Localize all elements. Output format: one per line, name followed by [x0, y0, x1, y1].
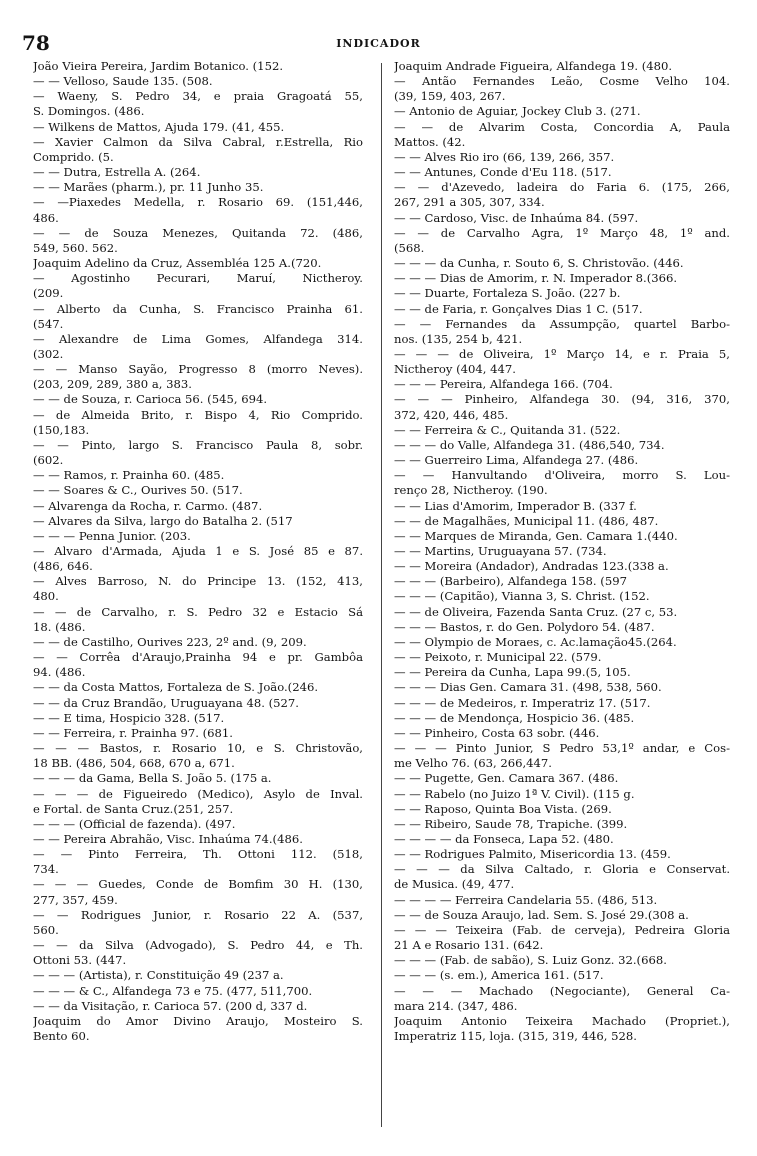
entry-line: (150,183.: [33, 422, 90, 437]
directory-entry: [394, 635, 730, 650]
entry-line: — — Marques de Miranda, Gen. Camara 1.(440.: [394, 528, 678, 543]
entry-line: 560.: [33, 922, 59, 937]
directory-entry: [33, 877, 363, 907]
entry-line: — Alvares da Silva, largo do Batalha 2. (517: [33, 513, 293, 528]
directory-entry: [33, 938, 363, 968]
directory-entry: [394, 832, 730, 847]
entry-line: — — Pinto Ferreira, Th. Ottoni 112. (518,: [33, 847, 363, 862]
directory-entry: [394, 468, 730, 498]
entry-line: — — de Faria, r. Gonçalves Dias 1 C. (517.: [394, 301, 643, 316]
entry-line: — — Raposo, Quinta Boa Vista. (269.: [394, 801, 612, 816]
directory-entry: [33, 59, 363, 74]
entry-line: — — da Silva (Advogado), S. Pedro 44, e Th.: [33, 938, 363, 953]
directory-entry: [33, 483, 363, 498]
directory-columns: [33, 59, 730, 1139]
directory-entry: [394, 787, 730, 802]
entry-line: 734.: [33, 862, 59, 877]
directory-entry: [33, 408, 363, 438]
entry-line: 372, 420, 446, 485.: [394, 407, 509, 422]
directory-entry: [394, 514, 730, 529]
directory-entry: [394, 771, 730, 786]
entry-line: 18 BB. (486, 504, 668, 670 a, 671.: [33, 756, 235, 771]
entry-line: (568.: [394, 240, 425, 255]
entry-line: — — — Penna Junior. (203.: [33, 528, 191, 543]
directory-entry: [33, 635, 363, 650]
entry-line: 94. (486.: [33, 665, 86, 680]
directory-entry: [33, 120, 363, 135]
directory-entry: [33, 256, 363, 271]
directory-entry: [33, 696, 363, 711]
entry-line: Joaquim Adelino da Cruz, Assembléa 125 A.(720.: [33, 256, 322, 271]
directory-entry: [394, 392, 730, 422]
entry-line: — — de Carvalho, r. S. Pedro 32 e Estacio Sá: [33, 604, 363, 619]
entry-line: 267, 291 a 305, 307, 334.: [394, 195, 545, 210]
entry-line: — — Corrêa d'Araujo,Prainha 94 e pr. Gambôa: [33, 650, 363, 665]
right-column: [394, 59, 730, 1139]
entry-line: — — Ferreira & C., Quitanda 31. (522.: [394, 422, 621, 437]
directory-entry: [33, 271, 363, 301]
entry-line: — — de Oliveira, Fazenda Santa Cruz. (27 c, 53.: [394, 604, 678, 619]
entry-line: — — Fernandes da Assumpção, quartel Barbo-: [394, 316, 730, 331]
directory-entry: [394, 59, 730, 74]
entry-line: — — d'Azevedo, ladeira do Faria 6. (175, 266,: [394, 180, 730, 195]
directory-entry: [33, 605, 363, 635]
directory-entry: [394, 696, 730, 711]
directory-entry: [394, 150, 730, 165]
entry-line: (209.: [33, 286, 64, 301]
entry-line: (602.: [33, 453, 64, 468]
entry-line: renço 28, Nictheroy. (190.: [394, 483, 548, 498]
directory-entry: [33, 135, 363, 165]
directory-entry: [33, 89, 363, 119]
entry-line: — — Cardoso, Visc. de Inhaúma 84. (597.: [394, 210, 639, 225]
directory-entry: [33, 832, 363, 847]
entry-line: — — de Alvarim Costa, Concordia A, Paula: [394, 119, 730, 134]
entry-line: — — Martins, Uruguayana 57. (734.: [394, 544, 607, 558]
directory-entry: [394, 438, 730, 453]
directory-entry: [33, 362, 363, 392]
directory-entry: [394, 120, 730, 150]
directory-entry: [394, 104, 730, 119]
entry-line: — — — de Oliveira, 1º Março 14, e r. Praia 5,: [394, 346, 730, 361]
entry-line: — Alexandre de Lima Gomes, Alfandega 314.: [33, 331, 363, 346]
entry-line: — — Dutra, Estrella A. (264.: [33, 165, 201, 180]
entry-line: — — Manso Sayão, Progresso 8 (morro Neves).: [33, 362, 363, 377]
directory-entry: [394, 180, 730, 210]
entry-line: — — — do Valle, Alfandega 31. (486,540, 734.: [394, 437, 665, 452]
directory-entry: [394, 347, 730, 377]
entry-line: — — da Costa Mattos, Fortaleza de S. João.(246.: [33, 680, 319, 695]
directory-entry: [394, 908, 730, 923]
directory-entry: [33, 650, 363, 680]
entry-line: Ottoni 53. (447.: [33, 953, 127, 968]
directory-entry: [394, 286, 730, 301]
entry-line: — Agostinho Pecurari, Maruí, Nictheroy.: [33, 271, 363, 286]
directory-entry: [394, 302, 730, 317]
entry-line: — — — Pereira, Alfandega 166. (704.: [394, 377, 613, 392]
directory-entry: [394, 256, 730, 271]
entry-line: (486, 646.: [33, 559, 93, 574]
entry-line: Nictheroy (404, 447.: [394, 362, 516, 377]
entry-line: — — — Pinheiro, Alfandega 30. (94, 316, 370,: [394, 392, 730, 407]
entry-line: — — Rodrigues Palmito, Misericordia 13. (459.: [394, 847, 671, 862]
entry-line: — — — Dias Gen. Camara 31. (498, 538, 560.: [394, 680, 662, 695]
directory-entry: [33, 74, 363, 89]
entry-line: — — — da Gama, Bella S. João 5. (175 a.: [33, 771, 272, 786]
directory-entry: [394, 953, 730, 968]
entry-line: — — — de Mendonça, Hospicio 36. (485.: [394, 710, 635, 725]
directory-entry: [394, 165, 730, 180]
directory-entry: [394, 984, 730, 1014]
directory-entry: [394, 817, 730, 832]
directory-entry: [394, 726, 730, 741]
directory-entry: [394, 574, 730, 589]
entry-line: — — — (Artista), r. Constituição 49 (237 a.: [33, 968, 284, 983]
entry-line: — — — — da Fonseca, Lapa 52. (480.: [394, 831, 614, 846]
directory-entry: [394, 605, 730, 620]
entry-line: — — Marães (pharm.), pr. 11 Junho 35.: [33, 180, 264, 195]
column-divider: [381, 63, 382, 1127]
entry-line: — — de Castilho, Ourives 223, 2º and. (9, 209.: [33, 634, 307, 649]
entry-line: mara 214. (347, 486.: [394, 998, 518, 1013]
entry-line: — Alves Barroso, N. do Principe 13. (152, 413,: [33, 574, 363, 589]
entry-line: e Fortal. de Santa Cruz.(251, 257.: [33, 801, 234, 816]
directory-entry: [33, 999, 363, 1014]
entry-line: 277, 357, 459.: [33, 892, 118, 907]
entry-line: — — Velloso, Saude 135. (508.: [33, 74, 213, 89]
entry-line: — — — — Ferreira Candelaria 55. (486, 513.: [394, 892, 658, 907]
directory-entry: [33, 574, 363, 604]
entry-line: 486.: [33, 210, 59, 225]
entry-line: — — Ramos, r. Prainha 60. (485.: [33, 468, 225, 483]
directory-entry: [33, 711, 363, 726]
directory-entry: [394, 923, 730, 953]
entry-line: Imperatriz 115, loja. (315, 319, 446, 528.: [394, 1029, 637, 1043]
directory-entry: [33, 195, 363, 225]
entry-line: — — Alves Rio iro (66, 139, 266, 357.: [394, 149, 615, 164]
entry-line: — — — (s. em.), America 161. (517.: [394, 968, 604, 983]
entry-line: 21 A e Rosario 131. (642.: [394, 938, 544, 953]
entry-line: nos. (135, 254 b, 421.: [394, 331, 523, 346]
directory-entry: [33, 332, 363, 362]
entry-line: Bento 60.: [33, 1029, 90, 1043]
directory-entry: [33, 165, 363, 180]
entry-line: — Waeny, S. Pedro 34, e praia Gragoatá 55,: [33, 89, 363, 104]
entry-line: — — Rodrigues Junior, r. Rosario 22 A. (537,: [33, 907, 363, 922]
directory-entry: [33, 499, 363, 514]
entry-line: (547.: [33, 316, 64, 331]
directory-entry: [33, 847, 363, 877]
entry-line: — — — da Silva Caltado, r. Gloria e Conservat.: [394, 862, 730, 877]
directory-entry: [394, 453, 730, 468]
entry-line: — — Guerreiro Lima, Alfandega 27. (486.: [394, 453, 639, 468]
directory-entry: [33, 741, 363, 771]
entry-line: — — Pinto, largo S. Francisco Paula 8, sobr.: [33, 437, 363, 452]
directory-entry: [33, 226, 363, 256]
directory-entry: [394, 423, 730, 438]
entry-line: — — Lias d'Amorim, Imperador B. (337 f.: [394, 498, 637, 513]
entry-line: (203, 209, 289, 380 a, 383.: [33, 377, 192, 392]
entry-line: — — de Souza Araujo, lad. Sem. S. José 29.(308 a.: [394, 907, 689, 922]
entry-line: — — da Cruz Brandão, Uruguayana 48. (527.: [33, 695, 299, 710]
directory-entry: [33, 984, 363, 999]
entry-line: — Wilkens de Mattos, Ajuda 179. (41, 455.: [33, 119, 285, 134]
entry-line: — — Hanvultando d'Oliveira, morro S. Lou-: [394, 468, 730, 483]
entry-line: — Antão Fernandes Leão, Cosme Velho 104.: [394, 74, 730, 89]
entry-line: — — — de Medeiros, r. Imperatriz 17. (517.: [394, 695, 651, 710]
directory-entry: [33, 514, 363, 529]
entry-line: — — — & C., Alfandega 73 e 75. (477, 511,700.: [33, 983, 313, 998]
directory-entry: [394, 665, 730, 680]
directory-entry: [33, 771, 363, 786]
entry-line: — — — Guedes, Conde de Bomfim 30 H. (130,: [33, 877, 363, 892]
directory-entry: [394, 680, 730, 695]
directory-entry: [33, 787, 363, 817]
entry-line: — — — de Figueiredo (Medico), Asylo de Inval.: [33, 786, 363, 801]
entry-line: — — Ferreira, r. Prainha 97. (681.: [33, 725, 233, 740]
entry-line: — Antonio de Aguiar, Jockey Club 3. (271.: [394, 104, 641, 119]
entry-line: (302.: [33, 346, 64, 361]
directory-entry: [394, 317, 730, 347]
entry-line: — — da Visitação, r. Carioca 57. (200 d, 337 d.: [33, 998, 308, 1013]
entry-line: Joaquim do Amor Divino Araujo, Mosteiro S.: [33, 1013, 363, 1028]
directory-entry: [394, 211, 730, 226]
entry-line: 549, 560. 562.: [33, 240, 118, 255]
directory-entry: [33, 392, 363, 407]
directory-entry: [33, 468, 363, 483]
directory-entry: [394, 1014, 730, 1044]
entry-line: — — Pereira Abrahão, Visc. Inhaúma 74.(486.: [33, 831, 303, 846]
running-title: INDICADOR: [336, 37, 421, 50]
entry-line: — — — Bastos, r. Rosario 10, e S. Christovão,: [33, 741, 363, 756]
directory-entry: [33, 680, 363, 695]
directory-entry: [33, 817, 363, 832]
entry-line: 18. (486.: [33, 619, 86, 634]
directory-entry: [33, 968, 363, 983]
entry-line: (39, 159, 403, 267.: [394, 89, 506, 104]
entry-line: — — — Bastos, r. do Gen. Polydoro 54. (487.: [394, 619, 655, 634]
directory-entry: [394, 711, 730, 726]
directory-entry: [394, 377, 730, 392]
directory-entry: [394, 74, 730, 104]
directory-entry: [394, 802, 730, 817]
entry-line: João Vieira Pereira, Jardim Botanico. (152.: [33, 59, 284, 73]
page-number: 78: [22, 31, 50, 55]
entry-line: — — Antunes, Conde d'Eu 118. (517.: [394, 165, 612, 180]
directory-entry: [394, 589, 730, 604]
entry-line: — Alvaro d'Armada, Ajuda 1 e S. José 85 e 87.: [33, 544, 363, 558]
directory-entry: [394, 226, 730, 256]
directory-entry: [33, 180, 363, 195]
entry-line: — — Pereira da Cunha, Lapa 99.(5, 105.: [394, 665, 631, 680]
entry-line: S. Domingos. (486.: [33, 104, 145, 119]
entry-line: — — Pugette, Gen. Camara 367. (486.: [394, 771, 619, 786]
directory-entry: [33, 529, 363, 544]
entry-line: — — — Pinto Junior, S Pedro 53,1º andar, e Cos-: [394, 741, 730, 756]
directory-entry: [33, 438, 363, 468]
entry-line: — — — (Fab. de sabão), S. Luiz Gonz. 32.(668.: [394, 953, 667, 968]
directory-entry: [394, 529, 730, 544]
entry-line: Joaquim Andrade Figueira, Alfandega 19. (480.: [394, 59, 673, 73]
directory-entry: [394, 620, 730, 635]
directory-entry: [33, 544, 363, 574]
entry-line: — — de Souza, r. Carioca 56. (545, 694.: [33, 392, 268, 407]
entry-line: — — — Dias de Amorim, r. N. Imperador 8.(366.: [394, 271, 678, 286]
entry-line: — — — (Capitão), Vianna 3, S. Christ. (152.: [394, 589, 650, 604]
entry-line: — — de Magalhães, Municipal 11. (486, 487.: [394, 513, 659, 528]
entry-line: — — — Teixeira (Fab. de cerveja), Pedreira Gloria: [394, 922, 730, 937]
entry-line: — — Moreira (Andador), Andradas 123.(338 a.: [394, 559, 669, 574]
entry-line: — — — (Official de fazenda). (497.: [33, 816, 236, 831]
entry-line: — — Rabelo (no Juizo 1ª V. Civil). (115 g.: [394, 786, 635, 801]
entry-line: — — Soares & C., Ourives 50. (517.: [33, 483, 243, 498]
entry-line: — — Pinheiro, Costa 63 sobr. (446.: [394, 725, 600, 740]
entry-line: — — — da Cunha, r. Souto 6, S. Christovão. (446.: [394, 256, 684, 271]
entry-line: — — Olympio de Moraes, c. Ac.lamação45.(264.: [394, 634, 677, 649]
entry-line: — — de Souza Menezes, Quitanda 72. (486,: [33, 225, 363, 240]
directory-entry: [33, 908, 363, 938]
directory-entry: [33, 1014, 363, 1044]
directory-entry: [394, 271, 730, 286]
directory-entry: [394, 968, 730, 983]
directory-entry: [394, 544, 730, 559]
entry-line: — — Ribeiro, Saude 78, Trapiche. (399.: [394, 816, 628, 831]
entry-line: — —Piaxedes Medella, r. Rosario 69. (151,446,: [33, 195, 363, 210]
entry-line: me Velho 76. (63, 266,447.: [394, 756, 552, 771]
directory-entry: [394, 559, 730, 574]
directory-entry: [394, 741, 730, 771]
entry-line: — — de Carvalho Agra, 1º Março 48, 1º and.: [394, 225, 730, 240]
directory-entry: [394, 862, 730, 892]
entry-line: — — Duarte, Fortaleza S. João. (227 b.: [394, 286, 621, 301]
entry-line: — — Peixoto, r. Municipal 22. (579.: [394, 650, 602, 665]
left-column: [33, 59, 363, 1139]
entry-line: Mattos. (42.: [394, 134, 466, 149]
directory-entry: [33, 302, 363, 332]
entry-line: Joaquim Antonio Teixeira Machado (Propriet.),: [394, 1013, 730, 1028]
entry-line: de Musica. (49, 477.: [394, 877, 515, 892]
entry-line: — Alberto da Cunha, S. Francisco Prainha 61.: [33, 301, 363, 316]
directory-entry: [394, 499, 730, 514]
directory-entry: [33, 726, 363, 741]
directory-entry: [394, 893, 730, 908]
entry-line: — — — Machado (Negociante), General Ca-: [394, 983, 730, 998]
entry-line: — — E tima, Hospicio 328. (517.: [33, 710, 225, 725]
entry-line: — de Almeida Brito, r. Bispo 4, Rio Comprido.: [33, 407, 363, 422]
entry-line: — — — (Barbeiro), Alfandega 158. (597: [394, 574, 627, 589]
page-header: [22, 31, 735, 53]
directory-entry: [394, 650, 730, 665]
directory-entry: [394, 847, 730, 862]
entry-line: — Alvarenga da Rocha, r. Carmo. (487.: [33, 498, 263, 513]
entry-line: 480.: [33, 589, 59, 604]
entry-line: — Xavier Calmon da Silva Cabral, r.Estrella, Rio: [33, 134, 363, 149]
entry-line: Comprido. (5.: [33, 149, 114, 164]
